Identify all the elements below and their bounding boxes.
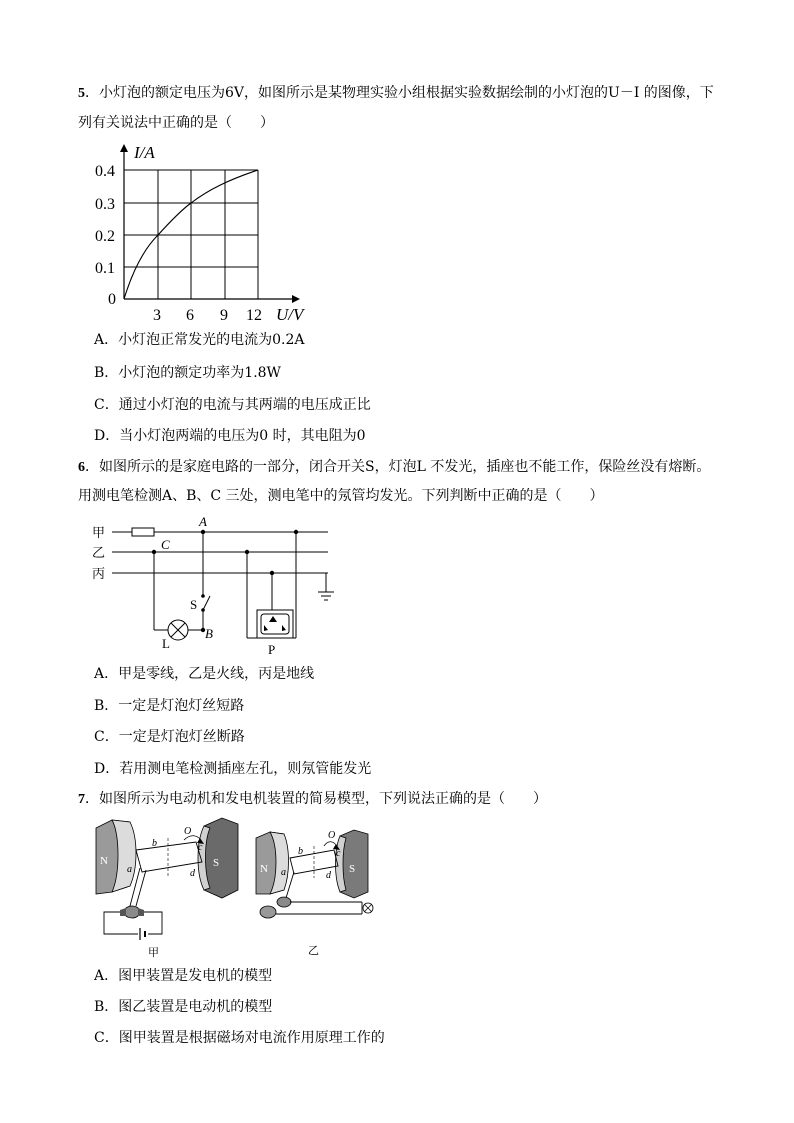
q7-stem-line1 bbox=[78, 788, 758, 811]
q7-figure-yi bbox=[254, 820, 404, 960]
wire-label-jia: 甲 bbox=[92, 525, 106, 540]
q5-stem-text1: ．小灯泡的额定电压为6V，如图所示是某物理实验小组根据实验数据绘制的小灯泡的U－I 的图像，下 bbox=[85, 85, 714, 101]
q5-iu-graph bbox=[88, 140, 318, 330]
point-a-label: A bbox=[199, 514, 207, 529]
junction-a bbox=[201, 530, 205, 534]
x-axis-label: U/V bbox=[276, 305, 304, 324]
wire-label-yi: 乙 bbox=[92, 545, 106, 560]
y-tick-0.2: 0.2 bbox=[95, 228, 115, 245]
yi-n-label: N bbox=[260, 863, 268, 875]
jia-o-label: O bbox=[184, 826, 192, 837]
yi-caption: 乙 bbox=[308, 945, 319, 957]
jia-n-label: N bbox=[100, 855, 108, 867]
lamp-label: L bbox=[162, 636, 170, 651]
q6-option-d[interactable]: D．若用测电笔检测插座左孔，则氖管能发光 bbox=[94, 761, 372, 777]
x-tick-12: 12 bbox=[246, 307, 262, 324]
q5-stem-line1 bbox=[78, 82, 758, 105]
point-c-label: C bbox=[161, 537, 170, 552]
switch-label: S bbox=[190, 597, 198, 612]
q5-option-d[interactable]: D．当小灯泡两端的电压为0 时，其电阻为0 bbox=[94, 428, 366, 444]
y-tick-0.4: 0.4 bbox=[95, 163, 115, 180]
jia-d-label: d bbox=[190, 868, 195, 879]
q6-number: 6 bbox=[78, 460, 85, 475]
origin-label: 0 bbox=[108, 291, 116, 308]
jia-s-label: S bbox=[213, 857, 220, 869]
q5-option-a[interactable]: A．小灯泡正常发光的电流为0.2A bbox=[94, 332, 305, 348]
q5-option-c[interactable]: C．通过小灯泡的电流与其两端的电压成正比 bbox=[94, 397, 371, 413]
yi-o-label: O bbox=[328, 830, 336, 841]
jia-caption: 甲 bbox=[148, 947, 159, 959]
y-tick-0.3: 0.3 bbox=[95, 196, 115, 213]
q7-number: 7 bbox=[78, 792, 85, 807]
q6-stem-text1: ．如图所示的是家庭电路的一部分，闭合开关S，灯泡L 不发光，插座也不能工作，保险丝没有熔断。 bbox=[85, 459, 711, 475]
jia-c-label: c bbox=[198, 842, 203, 853]
jia-a-label: a bbox=[127, 864, 132, 875]
graph-grid bbox=[124, 170, 258, 299]
socket-label: P bbox=[268, 642, 276, 657]
q6-option-c[interactable]: C．一定是灯泡灯丝断路 bbox=[94, 729, 245, 745]
socket-right-hole bbox=[282, 625, 286, 631]
point-b-label: B bbox=[205, 626, 213, 641]
fuse bbox=[132, 528, 154, 536]
q7-option-c[interactable]: C．图甲装置是根据磁场对电流作用原理工作的 bbox=[94, 1030, 385, 1046]
commutator bbox=[124, 906, 140, 918]
q7-figure-jia bbox=[92, 816, 252, 962]
q6-stem-line2: 用测电笔检测A、B、C 三处，测电笔中的氖管均发光。下列判断中正确的是（ ） bbox=[78, 488, 604, 504]
x-axis-arrow bbox=[292, 295, 300, 303]
switch-blade bbox=[203, 596, 210, 610]
y-tick-0.1: 0.1 bbox=[95, 260, 115, 277]
yi-s-label: S bbox=[349, 863, 356, 875]
x-tick-3: 3 bbox=[153, 307, 161, 324]
q6-stem-line1 bbox=[78, 456, 758, 479]
x-tick-9: 9 bbox=[220, 307, 228, 324]
x-tick-6: 6 bbox=[186, 307, 194, 324]
y-axis-arrow bbox=[120, 144, 128, 152]
q5-stem-line2: 列有关说法中正确的是（ ） bbox=[78, 115, 274, 131]
socket-top-hole bbox=[269, 616, 277, 622]
q6-option-a[interactable]: A．甲是零线，乙是火线，丙是地线 bbox=[94, 666, 315, 682]
q7-option-b[interactable]: B．图乙装置是电动机的模型 bbox=[94, 999, 273, 1015]
q5-number: 5 bbox=[78, 86, 85, 101]
y-axis-label: I/A bbox=[134, 143, 155, 162]
wire-label-bing: 丙 bbox=[92, 566, 106, 581]
q6-circuit-diagram bbox=[88, 512, 348, 658]
q7-option-a[interactable]: A．图甲装置是发电机的模型 bbox=[94, 968, 273, 984]
socket-left-hole bbox=[264, 625, 268, 631]
yi-c-label: c bbox=[336, 848, 341, 859]
jia-b-label: b bbox=[152, 838, 157, 849]
junction-c bbox=[152, 550, 156, 554]
q6-option-b[interactable]: B．一定是灯泡灯丝短路 bbox=[94, 698, 245, 714]
q7-stem-text1: ．如图所示为电动机和发电机装置的简易模型，下列说法正确的是（ ） bbox=[85, 791, 547, 807]
q5-option-b[interactable]: B．小灯泡的额定功率为1.8W bbox=[94, 365, 281, 381]
yi-d-label: d bbox=[326, 870, 331, 881]
yi-b-label: b bbox=[298, 846, 303, 857]
yi-a-label: a bbox=[281, 867, 286, 878]
